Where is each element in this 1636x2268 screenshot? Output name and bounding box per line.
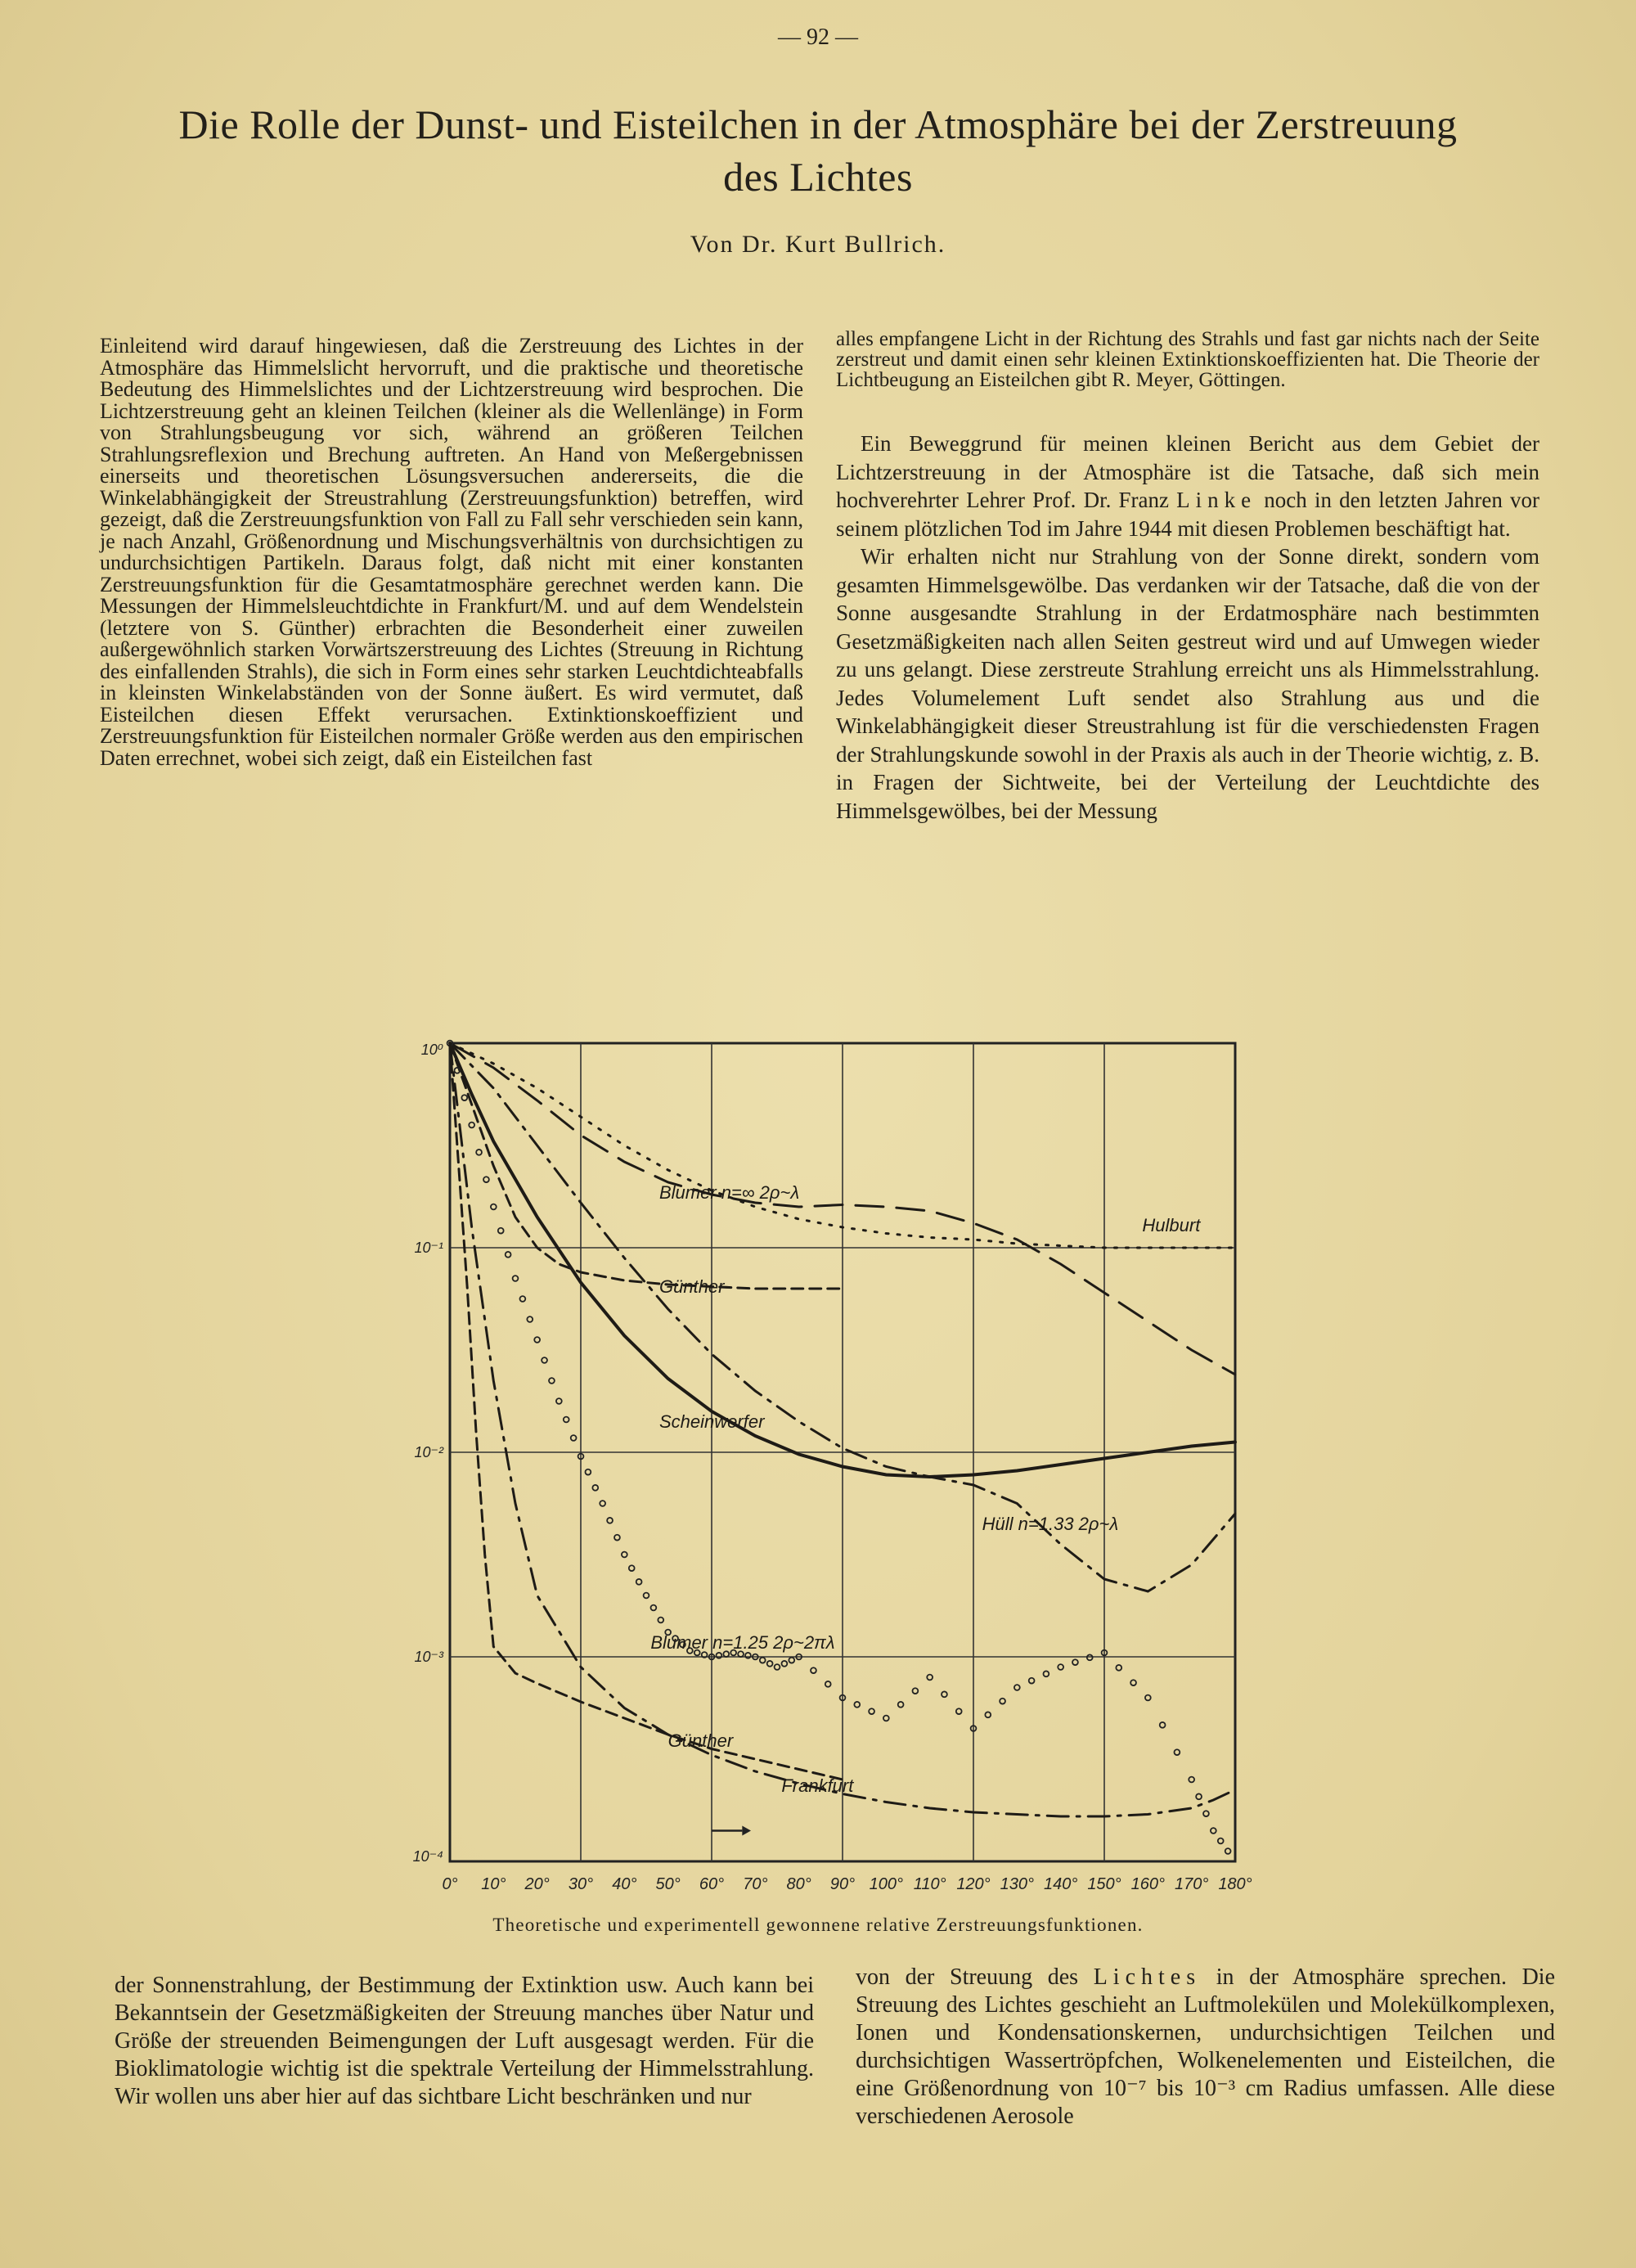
text-column-right (836, 329, 1539, 825)
x-tick-label: 180° (1218, 1875, 1252, 1893)
abstract-column-left (100, 335, 803, 769)
data-point (1189, 1777, 1194, 1783)
data-point (534, 1337, 540, 1343)
data-point (614, 1535, 620, 1541)
data-point (781, 1661, 787, 1667)
page-number: — 92 — (778, 25, 858, 50)
word-lichtes: Lichtes (1093, 1964, 1202, 1990)
curve-label: Hulburt (1142, 1215, 1201, 1235)
x-tick-label: 60° (699, 1875, 725, 1893)
data-point (461, 1095, 467, 1100)
abstract-part-1: Einleitend wird darauf hingewiesen, daß die Zerstreuung des Lichtes in der Atmosphäre das Himmelslicht hervorruft, und die praktische und theoretische Bedeutung des Himmelslichtes und der Lichtzerstreuung wird besprochen. Die Lichtzerstreuung geht an kleinen Teilchen (kleiner als die Wellenlänge) in Form von Strahlungsbeugung vor sich, während an größeren Teilchen Strahlungsreflexion und Brechung auftreten. An Hand von Meßergebnissen einerseits und theoretischen Lösungsversuchen andererseits, die die Winkelabhängigkeit der Streustrahlung (Zerstreuungsfunktion) betreffen, wird gezeigt, daß die Zerstreuungsfunktion von Fall zu Fall sehr verschieden sein kann, je nach Anzahl, Größenordnung und Mischungsverhältnis von durchsichtigen zu undurchsichtigen Partikeln. Daraus folgt, daß nicht mit einer konstanten Zerstreuungsfunktion für die Gesamtatmosphäre gerechnet werden kann. Die Messungen der Himmelsleuchtdichte in Frankfurt/M. und auf dem Wendelstein (letztere von S. Günther) erbrachten die Besonderheit einer zuweilen außergewöhnlich starken Vorwärtszerstreuung des Lichtes (Streuung in Richtung des einfallenden Strahls), die sich in Form eines sehr starken Leuchtdichteabfalls in kleinsten Winkelabständen von der Sonne äußert. Es wird vermutet, daß Eisteilchen diesen Effekt verursachen. Extinktionskoeffizient und Zerstreuungsfunktion für Eisteilchen normaler Größe werden aus den empirischen Daten errechnet, wobei sich zeigt, daß ein Eisteilchen fast (100, 334, 803, 770)
data-point (811, 1667, 816, 1673)
data-point (564, 1417, 569, 1423)
data-point (644, 1593, 649, 1599)
data-point (1211, 1828, 1216, 1834)
paragraph-himmelsstrahlung: Wir erhalten nicht nur Strahlung von der Sonne direkt, sondern vom gesamten Himmelsgewölbe. Das verdanken wir der Tatsache, daß die von der Sonne ausgesandte Strahlung in der Erdatmosphäre nach bestimmten Gesetzmäßigkeiten nach allen Seiten gestreut wird und auf Umwegen wieder zu uns gelangt. Diese zerstreute Strahlung erreicht uns als Himmelsstrahlung. Jedes Volumelement Luft sendet also Strahlung aus und die Winkelabhängigkeit dieser Streustrahlung ist für die verschiedensten Fragen der Strahlungskunde sowohl in der Praxis als auch in der Theorie wichtig, z. B. in Fragen der Sichtweite, bei der Verteilung der Leuchtdichte des Himmelsgewölbes, bei der Messung (836, 544, 1539, 823)
x-tick-label: 20° (524, 1875, 550, 1893)
x-tick-label: 40° (612, 1875, 637, 1893)
x-tick-label: 0° (442, 1875, 458, 1893)
data-point (789, 1658, 794, 1663)
data-point (775, 1664, 780, 1670)
y-tick-label: 10⁰ (420, 1042, 443, 1058)
x-tick-label: 160° (1130, 1875, 1166, 1893)
name-linke: Linke (1176, 488, 1257, 512)
data-point (556, 1398, 562, 1404)
data-point (1196, 1793, 1202, 1799)
data-point (956, 1708, 962, 1714)
paragraph-aerosole (856, 1964, 1555, 2131)
data-point (498, 1228, 504, 1234)
data-point (869, 1708, 874, 1714)
curve-label: Blumer n=1.25 2ρ~2πλ (650, 1632, 835, 1653)
data-point (592, 1485, 598, 1491)
data-point (912, 1688, 918, 1694)
data-point (542, 1357, 547, 1363)
x-tick-label: 70° (743, 1875, 768, 1893)
abstract-part-2: alles empfangene Licht in der Richtung des Strahls und fast gar nichts nach der Seite zerstreut und damit einen sehr kleinen Extinktionskoeffizienten hat. Die Theorie der Lichtbeugung an Eisteilchen gibt R. Meyer, Göttingen. (836, 328, 1539, 391)
y-tick-label: 10⁻² (414, 1444, 443, 1460)
data-point (1203, 1811, 1209, 1816)
figure-caption: Theoretische und experimentell gewonnene relative Zerstreuungsfunktionen. (492, 1915, 1144, 1935)
data-point (571, 1435, 577, 1441)
data-point (629, 1565, 635, 1571)
data-point (519, 1296, 525, 1302)
y-tick-label: 10⁻³ (414, 1649, 443, 1665)
data-point (760, 1658, 766, 1663)
x-tick-label: 120° (956, 1875, 991, 1893)
motivation-text-a: Ein Beweggrund für meinen kleinen Bericht aus dem Gebiet der Lichtzerstreuung in der Atmosphäre ist die Tatsache, daß sich mein hochverehrter Lehrer Prof. Dr. Franz (836, 431, 1539, 512)
curve-label: Blumer n=∞ 2ρ~λ (659, 1182, 800, 1203)
x-tick-label: 170° (1174, 1875, 1209, 1893)
title-line-1: Die Rolle der Dunst- und Eisteilchen in der Atmosphäre bei der Zerstreuung (178, 101, 1458, 147)
curve-label: Frankfurt (781, 1775, 854, 1796)
x-tick-label: 30° (568, 1875, 594, 1893)
data-point (985, 1712, 991, 1717)
arrow-head (742, 1826, 751, 1836)
data-point (767, 1661, 773, 1667)
chart-grid (450, 1043, 1235, 1861)
data-point (1225, 1848, 1231, 1854)
curve-label: Scheinwerfer (659, 1411, 765, 1432)
data-point (650, 1605, 656, 1611)
article-title (98, 98, 1538, 203)
paragraph-motivation (836, 430, 1539, 542)
chart-labels (413, 1042, 1252, 1893)
curve-label: Günther (667, 1730, 734, 1751)
aerosole-text-b: in der Atmosphäre sprechen. Die Streuung des Lichtes geschieht an Luftmolekülen und Molekülkomplexen, Ionen und Kondensationskernen, undurchsichtigen Teilchen und durchsichtigen Wassertröpfchen, Wolkenelementen und Eisteilchen, die eine Größenordnung von 10⁻⁷ bis 10⁻³ cm Radius umfassen. Alle diese verschiedenen Aerosole (856, 1964, 1555, 2129)
data-point (898, 1702, 904, 1708)
y-tick-label: 10⁻¹ (414, 1240, 443, 1256)
data-point (549, 1378, 555, 1384)
data-point (1043, 1671, 1049, 1676)
data-point (1174, 1749, 1180, 1755)
data-point (1029, 1678, 1035, 1684)
data-point (927, 1675, 933, 1681)
x-tick-label: 140° (1043, 1875, 1078, 1893)
curve-label: Günther (659, 1276, 725, 1297)
data-point (513, 1276, 519, 1281)
data-point (1014, 1685, 1020, 1690)
x-tick-label: 80° (786, 1875, 811, 1893)
title-line-2: des Lichtes (723, 154, 913, 200)
data-point (622, 1552, 627, 1558)
data-point (1116, 1665, 1121, 1671)
data-point (854, 1702, 860, 1708)
motivation-text-b: noch in den letzten Jahren vor seinem plötzlichen Tod im Jahre 1944 mit diesen Problemen beschäftigt hat. (836, 488, 1540, 541)
data-point (942, 1691, 947, 1697)
data-point (883, 1716, 889, 1721)
x-tick-label: 130° (1000, 1875, 1035, 1893)
data-point (636, 1579, 642, 1585)
data-point (527, 1316, 533, 1322)
data-point (506, 1252, 511, 1258)
data-point (658, 1618, 663, 1623)
data-point (491, 1204, 497, 1210)
data-point (1000, 1699, 1005, 1704)
data-point (1160, 1722, 1166, 1728)
data-point (469, 1123, 474, 1128)
paragraph-extinktion: der Sonnenstrahlung, der Bestimmung der Extinktion usw. Auch kann bei Bekanntsein der Gesetzmäßigkeiten der Streuung manches über Natur und Größe der streuenden Beimengungen der Luft ausgesagt werden. Für die Bioklimatologie wichtig ist die spektrale Verteilung der Himmelsstrahlung. Wir wollen uns aber hier auf das sichtbare Licht beschränken und nur (115, 1973, 814, 2109)
data-point (607, 1518, 613, 1523)
curve-label: Hüll n=1.33 2ρ~λ (982, 1514, 1119, 1534)
data-point (600, 1501, 605, 1506)
aerosole-text-a: von der Streuung des (856, 1964, 1094, 1990)
data-point (1058, 1664, 1063, 1670)
x-tick-label: 50° (655, 1875, 681, 1893)
text-column-bottom-right (856, 1964, 1555, 2131)
data-point (1145, 1695, 1151, 1701)
text-column-bottom-left (115, 1972, 814, 2111)
scattering-function-chart (376, 1023, 1292, 1906)
data-point (825, 1681, 831, 1687)
data-point (1130, 1680, 1136, 1685)
x-tick-label: 10° (481, 1875, 506, 1893)
author-line: Von Dr. Kurt Bullrich. (690, 231, 946, 258)
x-tick-label: 110° (913, 1875, 946, 1893)
x-tick-label: 100° (869, 1875, 904, 1893)
data-point (585, 1469, 591, 1475)
chart-series (447, 1041, 1235, 1854)
data-point (1087, 1654, 1093, 1660)
data-point (1218, 1838, 1224, 1844)
data-point (483, 1177, 489, 1182)
data-point (1072, 1659, 1078, 1665)
data-point (476, 1150, 482, 1155)
x-tick-label: 90° (829, 1875, 856, 1893)
x-tick-label: 150° (1087, 1875, 1121, 1893)
y-tick-label: 10⁻⁴ (412, 1848, 443, 1865)
